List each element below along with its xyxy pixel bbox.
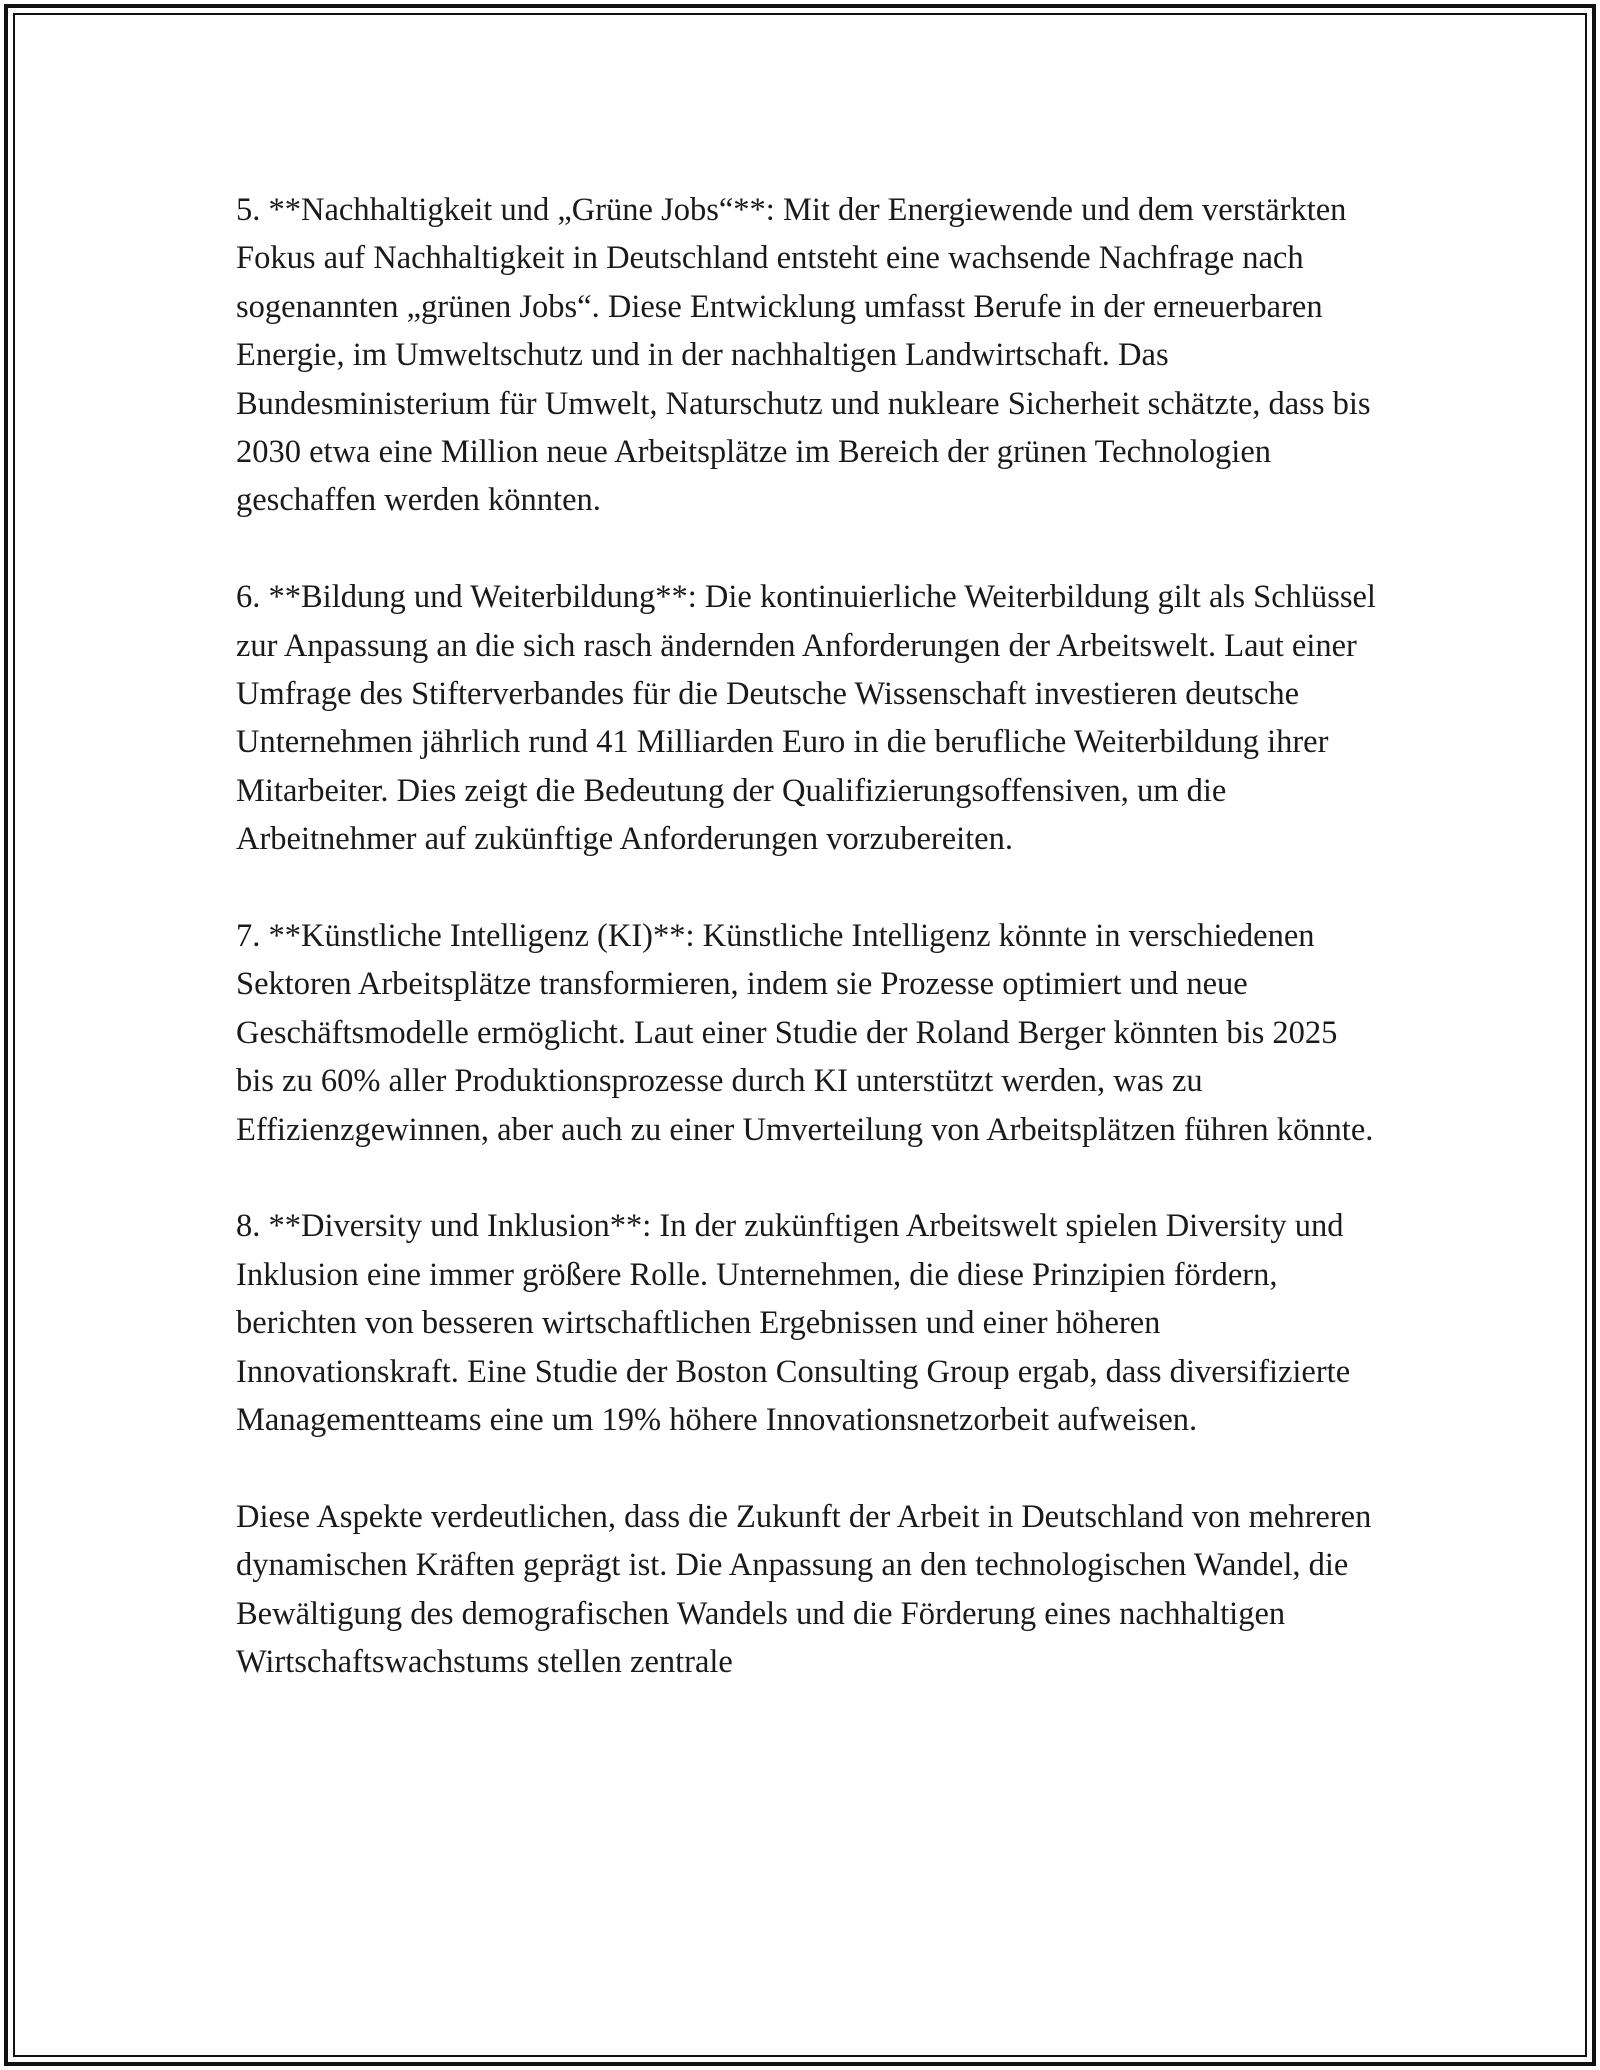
paragraph-conclusion: Diese Aspekte verdeutlichen, dass die Zukunft der Arbeit in Deutschland von mehreren dynamischen Kräften geprägt ist. Die Anpassung an den technologischen Wandel, die Bewältigung des demografischen Wandels und die Förderung eines nachhaltigen Wirtschaftswachstums stellen zentrale xyxy=(236,1498,1372,1681)
paragraph-green-jobs: 5. **Nachhaltigkeit und „Grüne Jobs“**: Mit der Energiewende und dem verstärkten Fokus auf Nachhaltigkeit in Deutschland entsteht eine wachsende Nachfrage nach sogenannten „grünen Jobs“. Diese Entwicklung umfasst Berufe in der erneuerbaren Energie, im Umweltschutz und in der nachhaltigen Landwirtschaft. Das Bundesministerium für Umwelt, Naturschutz und nukleare Sicherheit schätzte, dass bis 2030 etwa eine Million neue Arbeitsplätze im Bereich der grünen Technologien geschaffen werden könnten. xyxy=(236,192,1371,519)
paragraph-diversity: 8. **Diversity und Inklusion**: In der zukünftigen Arbeitswelt spielen Diversity und Inklusion eine immer größere Rolle. Unternehmen, die diese Prinzipien fördern, berichten von besseren wirtschaftlichen Ergebnissen und einer höheren Innovationskraft. Eine Studie der Boston Consulting Group ergab, dass diversifizierte Managementteams eine um 19% höhere Innovationsnetzorbeit aufweisen. xyxy=(236,1208,1351,1439)
paragraph-ai: 7. **Künstliche Intelligenz (KI)**: Künstliche Intelligenz könnte in verschiedenen Sektoren Arbeitsplätze transformieren, indem sie Prozesse optimiert und neue Geschäftsmodelle ermöglicht. Laut einer Studie der Roland Berger könnten bis 2025 bis zu 60% aller Produktionsprozesse durch KI unterstützt werden, was zu Effizienzgewinnen, aber auch zu einer Umverteilung von Arbeitsplätzen führen könnte. xyxy=(236,918,1374,1148)
document-body xyxy=(236,186,1376,1687)
paragraph-education: 6. **Bildung und Weiterbildung**: Die kontinuierliche Weiterbildung gilt als Schlüssel zur Anpassung an die sich rasch ändernden Anforderungen der Arbeitswelt. Laut einer Umfrage des Stifterverbandes für die Deutsche Wissenschaft investieren deutsche Unternehmen jährlich rund 41 Milliarden Euro in die berufliche Weiterbildung ihrer Mitarbeiter. Dies zeigt die Bedeutung der Qualifizierungsoffensiven, um die Arbeitnehmer auf zukünftige Anforderungen vorzubereiten. xyxy=(236,579,1376,858)
